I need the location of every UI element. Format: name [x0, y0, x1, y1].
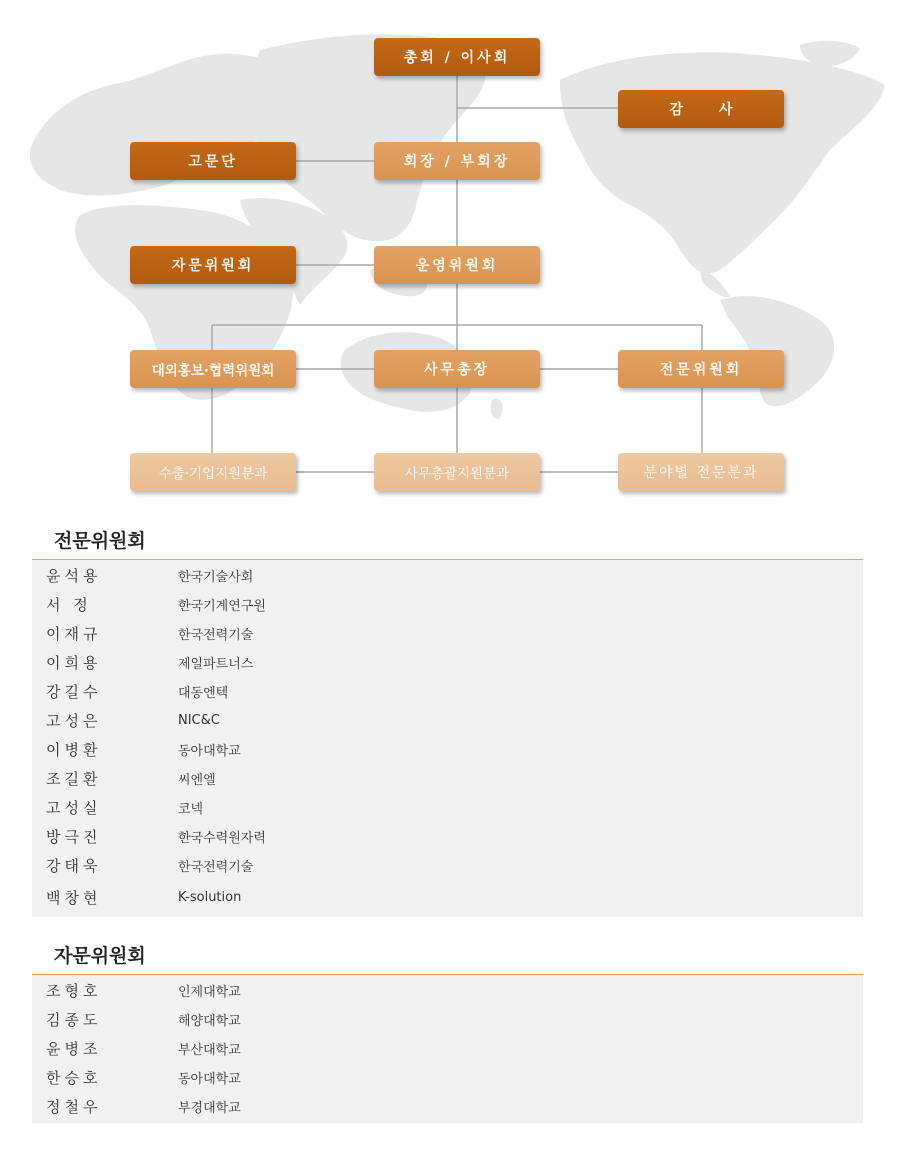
member-affiliation: 한국수력원자력: [178, 830, 266, 846]
member-name: 이병환: [46, 740, 102, 759]
member-affiliation: 동아대학교: [178, 743, 241, 759]
member-row: [32, 1094, 863, 1118]
member-row: [32, 650, 863, 674]
member-row: [32, 737, 863, 761]
member-affiliation: 코넥: [178, 801, 204, 817]
general-assembly-label: 총회 / 이사회: [403, 50, 511, 66]
member-affiliation: 인제대학교: [178, 984, 241, 1000]
member-row: [32, 563, 863, 587]
audit-box: [618, 90, 784, 128]
member-name: 한승호: [46, 1068, 102, 1087]
member-name: 이희용: [46, 653, 102, 672]
president-box: [374, 142, 540, 180]
advisors-label: 고문단: [188, 154, 238, 170]
member-affiliation: 한국기계연구원: [178, 598, 266, 614]
expert-committee-title: 전문위원회: [54, 530, 146, 552]
member-name: 백창현: [46, 888, 102, 907]
member-affiliation: 대동엔텍: [178, 685, 229, 701]
member-affiliation: 씨엔엘: [178, 772, 216, 788]
member-name: 김종도: [46, 1010, 102, 1029]
member-row: [32, 795, 863, 819]
member-affiliation: K-solution: [178, 889, 242, 905]
member-name: 서 정: [46, 595, 92, 614]
office-support-box: [374, 453, 540, 491]
member-affiliation: 동아대학교: [178, 1071, 241, 1087]
member-row: [32, 1065, 863, 1089]
field-expert-label: 분야별 전문분과: [643, 465, 759, 481]
member-name: 윤석용: [46, 566, 102, 585]
secretary-general-label: 사무총장: [423, 362, 491, 378]
expert-committee-label: 전문위원회: [659, 362, 743, 378]
member-row: [32, 592, 863, 616]
member-name: 조형호: [46, 981, 102, 1000]
member-affiliation: 한국전력기술: [178, 627, 254, 643]
pr-cooperation-committee-label: 대외홍보·협력위원회: [151, 363, 275, 379]
member-row: [32, 621, 863, 645]
member-row: [32, 885, 863, 909]
operating-committee-label: 운영위원회: [415, 258, 499, 274]
member-row: [32, 1036, 863, 1060]
expert-committee-box: [618, 350, 784, 388]
field-expert-box: [618, 453, 784, 491]
member-name: 고성실: [46, 798, 102, 817]
member-affiliation: 부산대학교: [178, 1042, 241, 1058]
member-row: [32, 824, 863, 848]
consulting-committee-label: 자문위원회: [171, 258, 255, 274]
member-affiliation: 한국기술사회: [178, 569, 254, 585]
member-affiliation: 부경대학교: [178, 1100, 241, 1116]
member-affiliation: NIC&C: [178, 712, 220, 728]
member-name: 정철우: [46, 1097, 102, 1116]
pr-cooperation-committee-box: [130, 350, 296, 388]
consulting-committee-title: 자문위원회: [54, 945, 146, 967]
member-affiliation: 해양대학교: [178, 1013, 241, 1029]
member-name: 조길환: [46, 769, 102, 788]
member-row: [32, 766, 863, 790]
member-name: 이재규: [46, 624, 102, 643]
operating-committee-box: [374, 246, 540, 284]
export-support-box: [130, 453, 296, 491]
office-support-label: 사무총괄지원분과: [404, 466, 510, 482]
member-name: 방극진: [46, 827, 102, 846]
advisors-box: [130, 142, 296, 180]
org-chart: [0, 0, 900, 510]
member-row: [32, 853, 863, 877]
member-affiliation: 제일파트너스: [178, 656, 254, 672]
president-label: 회장 / 부회장: [403, 154, 511, 170]
member-row: [32, 708, 863, 732]
consulting-committee-box: [130, 246, 296, 284]
member-name: 고성은: [46, 711, 102, 730]
member-row: [32, 978, 863, 1002]
general-assembly-box: [374, 38, 540, 76]
member-affiliation: 한국전력기술: [178, 859, 254, 875]
member-name: 윤병조: [46, 1039, 102, 1058]
audit-label: 감사: [669, 102, 769, 118]
expert-committee-list: [32, 560, 863, 917]
member-row: [32, 1007, 863, 1031]
secretary-general-box: [374, 350, 540, 388]
member-row: [32, 679, 863, 703]
member-name: 강길수: [46, 682, 102, 701]
export-support-label: 수출·기업지원분과: [158, 466, 268, 482]
consulting-committee-list: [32, 975, 863, 1123]
member-name: 강태욱: [46, 856, 102, 875]
